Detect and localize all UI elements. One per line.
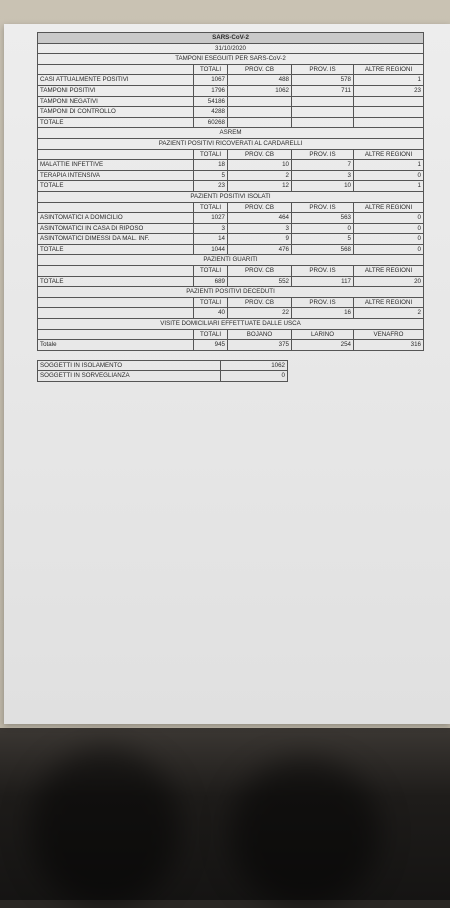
column-header: TOTALI — [194, 149, 228, 160]
cell-is — [292, 96, 354, 107]
cell-totali: 4288 — [194, 107, 228, 118]
column-header: ALTRE REGIONI — [354, 266, 424, 277]
report-title: SARS-CoV-2 — [38, 33, 424, 44]
cell-cb: 375 — [228, 340, 292, 351]
cell-cb: 3 — [228, 223, 292, 234]
cell-altre: 0 — [354, 223, 424, 234]
cell-altre: 23 — [354, 85, 424, 96]
cell-cb: 12 — [228, 181, 292, 192]
column-header: TOTALI — [194, 297, 228, 308]
cell-cb — [228, 117, 292, 128]
soggetti-row — [38, 360, 288, 371]
column-header: ALTRE REGIONI — [354, 64, 424, 75]
cell-totali: 1796 — [194, 85, 228, 96]
cell-altre: 0 — [354, 213, 424, 224]
row-label: TOTALE — [38, 276, 194, 287]
cell-is: 117 — [292, 276, 354, 287]
report-document — [37, 32, 423, 382]
cell-totali: 5 — [194, 170, 228, 181]
row-label: TOTALE — [38, 117, 194, 128]
cell-cb — [228, 96, 292, 107]
cell-altre — [354, 107, 424, 118]
cell-totali: 3 — [194, 223, 228, 234]
column-header: PROV. IS — [292, 297, 354, 308]
cell-is: 10 — [292, 181, 354, 192]
cell-is: 568 — [292, 244, 354, 255]
row-label: ASINTOMATICI IN CASA DI RIPOSO — [38, 223, 194, 234]
ricoverati-heading: PAZIENTI POSITIVI RICOVERATI AL CARDARELLI — [38, 138, 424, 149]
table-row — [38, 234, 424, 245]
table-row — [38, 75, 424, 86]
row-label: CASI ATTUALMENTE POSITIVI — [38, 75, 194, 86]
table-row — [38, 160, 424, 171]
cell-altre: 1 — [354, 75, 424, 86]
cell-altre: 1 — [354, 181, 424, 192]
cell-is: 3 — [292, 170, 354, 181]
soggetti-table — [37, 360, 288, 382]
ricoverati-heading-row — [38, 138, 424, 149]
table-row — [38, 340, 424, 351]
row-label: TERAPIA INTENSIVA — [38, 170, 194, 181]
soggetti-row — [38, 371, 288, 382]
column-header: PROV. CB — [228, 297, 292, 308]
column-header: PROV. IS — [292, 149, 354, 160]
usca-heading-row — [38, 319, 424, 330]
deceduti-heading-row — [38, 287, 424, 298]
table-row — [38, 85, 424, 96]
cell-totali: 60268 — [194, 117, 228, 128]
row-label — [38, 308, 194, 319]
cell-altre: 0 — [354, 234, 424, 245]
cell-altre: 1 — [354, 160, 424, 171]
cell-totali: 1027 — [194, 213, 228, 224]
table-row — [38, 308, 424, 319]
deceduti-column-header-row — [38, 297, 424, 308]
isolati-heading: PAZIENTI POSITIVI ISOLATI — [38, 191, 424, 202]
cell-totali: 23 — [194, 181, 228, 192]
cell-cb: 22 — [228, 308, 292, 319]
column-header: ALTRE REGIONI — [354, 297, 424, 308]
table-row — [38, 213, 424, 224]
cell-altre — [354, 117, 424, 128]
usca-column-header-row — [38, 329, 424, 340]
column-header: PROV. IS — [292, 266, 354, 277]
row-label: ASINTOMATICI A DOMICILIO — [38, 213, 194, 224]
row-label: TOTALE — [38, 244, 194, 255]
column-header: TOTALI — [194, 266, 228, 277]
soggetti-label: SOGGETTI IN SORVEGLIANZA — [38, 371, 221, 382]
column-header-empty — [38, 329, 194, 340]
cell-is: 7 — [292, 160, 354, 171]
table-row — [38, 276, 424, 287]
cell-cb: 476 — [228, 244, 292, 255]
column-header: TOTALI — [194, 202, 228, 213]
tamponi-column-header-row — [38, 64, 424, 75]
column-header: ALTRE REGIONI — [354, 202, 424, 213]
row-label: Totale — [38, 340, 194, 351]
column-header: PROV. CB — [228, 202, 292, 213]
floor-background — [0, 728, 450, 900]
cell-is: 254 — [292, 340, 354, 351]
cell-is: 578 — [292, 75, 354, 86]
cell-cb: 1062 — [228, 85, 292, 96]
cell-cb — [228, 107, 292, 118]
cell-cb: 9 — [228, 234, 292, 245]
cell-is — [292, 117, 354, 128]
cell-totali: 40 — [194, 308, 228, 319]
column-header: ALTRE REGIONI — [354, 149, 424, 160]
row-label: TOTALE — [38, 181, 194, 192]
column-header-empty — [38, 266, 194, 277]
column-header-empty — [38, 202, 194, 213]
cell-cb: 2 — [228, 170, 292, 181]
tamponi-heading-row — [38, 54, 424, 65]
guariti-heading: PAZIENTI GUARITI — [38, 255, 424, 266]
row-label: MALATTIE INFETTIVE — [38, 160, 194, 171]
cell-is: 711 — [292, 85, 354, 96]
table-row — [38, 170, 424, 181]
cell-is: 0 — [292, 223, 354, 234]
table-row — [38, 107, 424, 118]
cell-cb: 10 — [228, 160, 292, 171]
column-header: PROV. CB — [228, 266, 292, 277]
cell-totali: 14 — [194, 234, 228, 245]
cell-is — [292, 107, 354, 118]
cell-is: 563 — [292, 213, 354, 224]
table-row — [38, 117, 424, 128]
shoe-shadow-right — [230, 758, 380, 908]
cell-altre: 0 — [354, 170, 424, 181]
cell-totali: 945 — [194, 340, 228, 351]
column-header: PROV. CB — [228, 149, 292, 160]
table-row — [38, 244, 424, 255]
column-header: PROV. CB — [228, 64, 292, 75]
deceduti-heading: PAZIENTI POSITIVI DECEDUTI — [38, 287, 424, 298]
guariti-heading-row — [38, 255, 424, 266]
column-header: LARINO — [292, 329, 354, 340]
cell-altre: 0 — [354, 244, 424, 255]
report-date: 31/10/2020 — [38, 43, 424, 54]
cell-altre: 316 — [354, 340, 424, 351]
cell-altre: 2 — [354, 308, 424, 319]
cell-cb: 464 — [228, 213, 292, 224]
row-label: TAMPONI DI CONTROLLO — [38, 107, 194, 118]
asrem-heading-row — [38, 128, 424, 139]
row-label: TAMPONI NEGATIVI — [38, 96, 194, 107]
column-header-empty — [38, 149, 194, 160]
column-header-empty — [38, 297, 194, 308]
cell-totali: 689 — [194, 276, 228, 287]
column-header: TOTALI — [194, 329, 228, 340]
table-row — [38, 181, 424, 192]
row-label: ASINTOMATICI DIMESSI DA MAL. INF. — [38, 234, 194, 245]
usca-heading: VISITE DOMICILIARI EFFETTUATE DALLE USCA — [38, 319, 424, 330]
cell-totali: 1044 — [194, 244, 228, 255]
soggetti-label: SOGGETTI IN ISOLAMENTO — [38, 360, 221, 371]
column-header-empty — [38, 64, 194, 75]
isolati-heading-row — [38, 191, 424, 202]
cell-altre: 20 — [354, 276, 424, 287]
table-row — [38, 223, 424, 234]
paper-sheet — [4, 24, 450, 724]
cell-is: 5 — [292, 234, 354, 245]
asrem-heading: ASREM — [38, 128, 424, 139]
column-header: PROV. IS — [292, 202, 354, 213]
cell-cb: 488 — [228, 75, 292, 86]
cell-is: 16 — [292, 308, 354, 319]
column-header: BOJANO — [228, 329, 292, 340]
ricoverati-column-header-row — [38, 149, 424, 160]
column-header: TOTALI — [194, 64, 228, 75]
column-header: VENAFRO — [354, 329, 424, 340]
row-label: TAMPONI POSITIVI — [38, 85, 194, 96]
guariti-column-header-row — [38, 266, 424, 277]
table-row — [38, 96, 424, 107]
cell-cb: 552 — [228, 276, 292, 287]
soggetti-value: 1062 — [221, 360, 288, 371]
cell-altre — [354, 96, 424, 107]
cell-totali: 1067 — [194, 75, 228, 86]
cell-totali: 54186 — [194, 96, 228, 107]
report-table — [37, 32, 424, 351]
tamponi-heading: TAMPONI ESEGUITI PER SARS-CoV-2 — [38, 54, 424, 65]
isolati-column-header-row — [38, 202, 424, 213]
cell-totali: 18 — [194, 160, 228, 171]
soggetti-value: 0 — [221, 371, 288, 382]
column-header: PROV. IS — [292, 64, 354, 75]
shoe-shadow-left — [30, 748, 180, 908]
